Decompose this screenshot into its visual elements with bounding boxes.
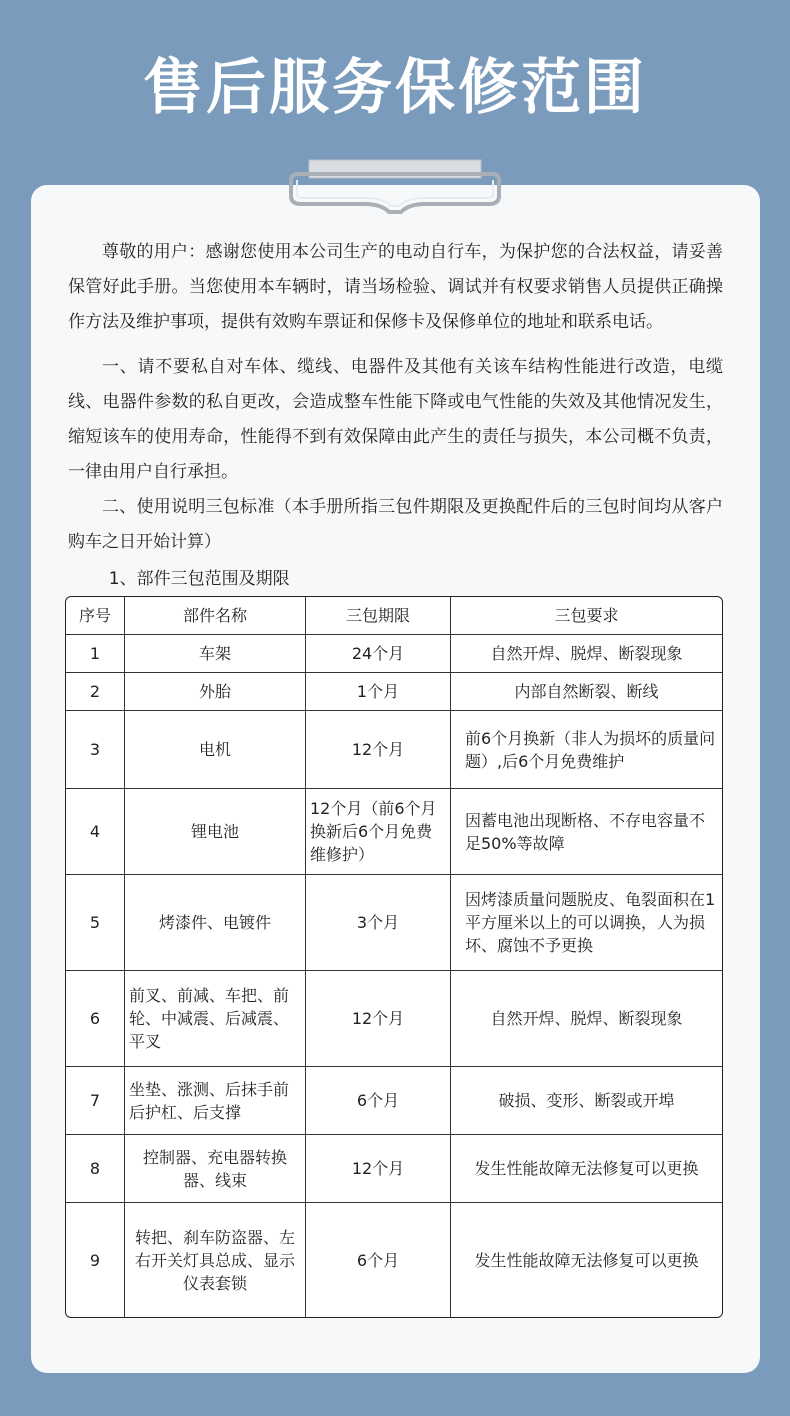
table-row — [66, 971, 722, 1067]
row-requirement: 内部自然断裂、断线 — [451, 673, 722, 711]
row-part-name: 车架 — [125, 635, 306, 673]
table-row — [66, 673, 722, 711]
row-part-name: 前叉、前减、车把、前轮、中减震、后减震、平叉 — [125, 971, 306, 1067]
row-period: 3个月 — [306, 875, 451, 971]
row-no: 4 — [66, 789, 125, 875]
table-row — [66, 711, 722, 789]
header-requirement: 三包要求 — [451, 597, 722, 635]
row-period: 12个月（前6个月换新后6个月免费维修护） — [306, 789, 451, 875]
table-row — [66, 1067, 722, 1135]
row-period: 12个月 — [306, 1135, 451, 1203]
row-period: 6个月 — [306, 1203, 451, 1317]
row-requirement: 因蓄电池出现断格、不存电容量不足50%等故障 — [451, 789, 722, 875]
header-part-name: 部件名称 — [125, 597, 306, 635]
row-requirement: 发生性能故障无法修复可以更换 — [451, 1135, 722, 1203]
clipboard-clip-icon — [285, 158, 505, 218]
intro-section-heading: 1、部件三包范围及期限 — [108, 569, 290, 589]
row-part-name: 电机 — [125, 711, 306, 789]
header-no: 序号 — [66, 597, 125, 635]
intro-clause-2: 二、使用说明三包标准（本手册所指三包件期限及更换配件后的三包时间均从客户购车之日开始计算） — [68, 497, 723, 552]
row-no: 2 — [66, 673, 125, 711]
table-row — [66, 875, 722, 971]
row-requirement: 破损、变形、断裂或开埠 — [451, 1067, 722, 1135]
intro-text — [68, 235, 723, 597]
row-part-name: 外胎 — [125, 673, 306, 711]
header-period: 三包期限 — [306, 597, 451, 635]
row-no: 5 — [66, 875, 125, 971]
row-part-name: 锂电池 — [125, 789, 306, 875]
table-row — [66, 1135, 722, 1203]
row-no: 1 — [66, 635, 125, 673]
row-period: 24个月 — [306, 635, 451, 673]
row-part-name: 转把、刹车防盗器、左右开关灯具总成、显示仪表套锁 — [125, 1203, 306, 1317]
row-requirement: 发生性能故障无法修复可以更换 — [474, 1250, 699, 1270]
row-period: 1个月 — [306, 673, 451, 711]
row-requirement: 前6个月换新（非人为损坏的质量问题）,后6个月免费维护 — [451, 711, 722, 789]
row-requirement: 自然开焊、脱焊、断裂现象 — [451, 971, 722, 1067]
row-no: 3 — [66, 711, 125, 789]
row-period: 12个月 — [306, 971, 451, 1067]
intro-greeting: 尊敬的用户：感谢您使用本公司生产的电动自行车，为保护您的合法权益，请妥善保管好此手册。当您使用本车辆时，请当场检验、调试并有权要求销售人员提供正确操作方法及维护事项，提供有效购车票证和保修卡及保修单位的地址和联系电话。 — [68, 242, 723, 332]
row-part-name: 控制器、充电器转换器、线束 — [125, 1135, 306, 1203]
table-header-row — [66, 597, 722, 635]
row-no: 9 — [66, 1203, 125, 1317]
row-no: 6 — [66, 971, 125, 1067]
row-part-name: 坐垫、涨测、后抹手前后护杠、后支撑 — [125, 1067, 306, 1135]
row-no: 7 — [66, 1067, 125, 1135]
page-title: 售后服务保修范围 — [143, 53, 647, 123]
row-part-name: 烤漆件、电镀件 — [125, 875, 306, 971]
row-requirement: 因烤漆质量问题脱皮、龟裂面积在1平方厘米以上的可以调换，人为损坏、腐蚀不予更换 — [451, 875, 722, 971]
row-period: 12个月 — [306, 711, 451, 789]
row-requirement: 自然开焊、脱焊、断裂现象 — [451, 635, 722, 673]
intro-clause-1: 一、请不要私自对车体、缆线、电器件及其他有关该车结构性能进行改造，电缆线、电器件参数的私自更改，会造成整车性能下降或电气性能的失效及其他情况发生，缩短该车的使用寿命，性能得不到有效保障由此产生的责任与损失，本公司概不负责，一律由用户自行承担。 — [68, 357, 723, 482]
warranty-table — [65, 596, 723, 1318]
row-no: 8 — [66, 1135, 125, 1203]
table-row — [66, 1203, 722, 1317]
table-row — [66, 635, 722, 673]
table-row — [66, 789, 722, 875]
row-period: 6个月 — [306, 1067, 451, 1135]
